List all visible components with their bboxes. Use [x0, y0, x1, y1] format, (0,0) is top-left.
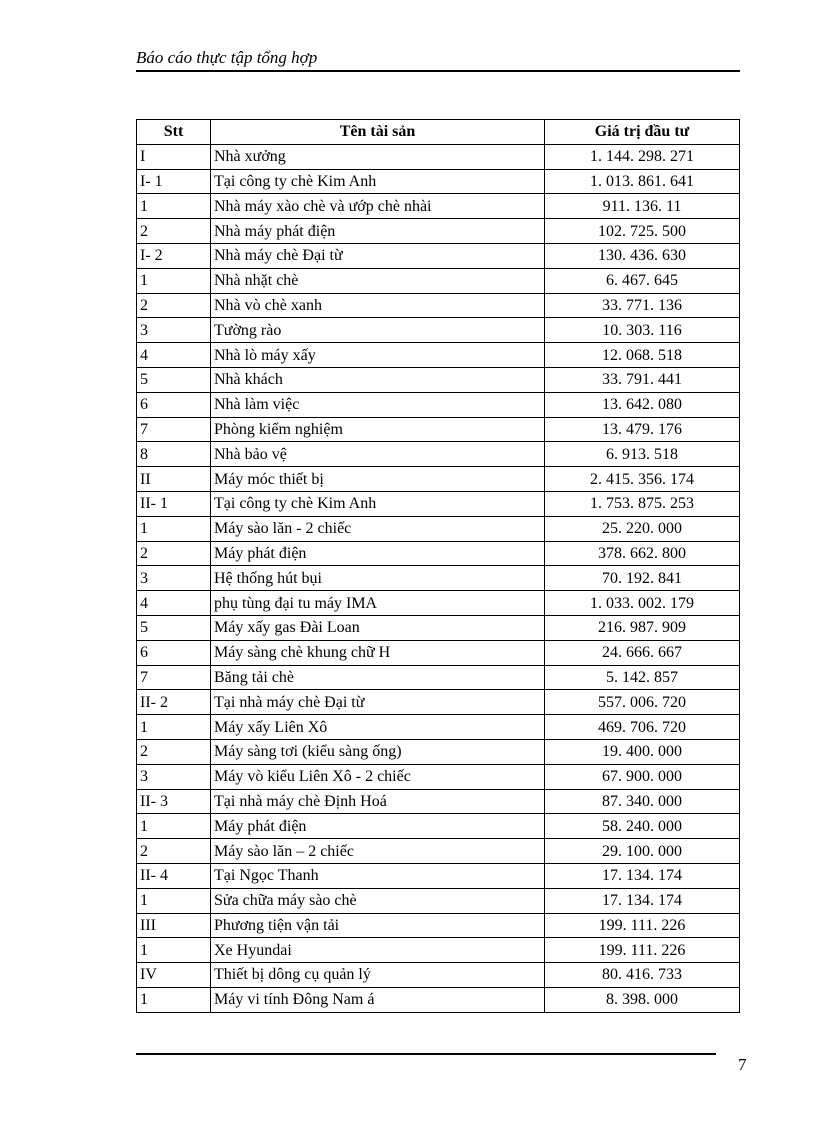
cell-asset-name: Nhà máy phát điện — [211, 219, 545, 244]
cell-investment-value: 1. 013. 861. 641 — [545, 169, 740, 194]
table-body — [137, 144, 740, 1012]
cell-stt: 1 — [137, 715, 211, 740]
cell-investment-value: 29. 100. 000 — [545, 839, 740, 864]
cell-investment-value: 469. 706. 720 — [545, 715, 740, 740]
cell-asset-name: Máy phát điện — [211, 814, 545, 839]
table-row — [137, 491, 740, 516]
table-row — [137, 566, 740, 591]
asset-table — [136, 119, 740, 1013]
cell-stt: 4 — [137, 343, 211, 368]
cell-stt: I — [137, 144, 211, 169]
cell-stt: II- 1 — [137, 491, 211, 516]
page-number: 7 — [738, 1055, 747, 1074]
cell-stt: II — [137, 467, 211, 492]
cell-asset-name: Máy phát điện — [211, 541, 545, 566]
cell-stt: 8 — [137, 442, 211, 467]
cell-investment-value: 80. 416. 733 — [545, 963, 740, 988]
cell-asset-name: Máy sào lăn - 2 chiếc — [211, 516, 545, 541]
cell-asset-name: Máy sàng tơi (kiểu sàng ống) — [211, 739, 545, 764]
cell-investment-value: 13. 642. 080 — [545, 392, 740, 417]
table-row — [137, 715, 740, 740]
cell-investment-value: 378. 662. 800 — [545, 541, 740, 566]
column-header-stt: Stt — [137, 120, 211, 145]
cell-investment-value: 1. 144. 298. 271 — [545, 144, 740, 169]
cell-asset-name: Tại công ty chè Kim Anh — [211, 491, 545, 516]
cell-asset-name: Tại nhà máy chè Định Hoá — [211, 789, 545, 814]
cell-asset-name: Băng tải chè — [211, 665, 545, 690]
table-row — [137, 739, 740, 764]
cell-investment-value: 130. 436. 630 — [545, 243, 740, 268]
table-row — [137, 987, 740, 1012]
cell-asset-name: Nhà lò máy xấy — [211, 343, 545, 368]
table-row — [137, 615, 740, 640]
table-row — [137, 913, 740, 938]
header-rule — [136, 70, 740, 72]
cell-stt: 6 — [137, 640, 211, 665]
cell-asset-name: Máy xấy Liên Xô — [211, 715, 545, 740]
cell-asset-name: Máy sào lăn – 2 chiếc — [211, 839, 545, 864]
cell-stt: I- 1 — [137, 169, 211, 194]
cell-stt: III — [137, 913, 211, 938]
column-header-asset-name: Tên tài sản — [211, 120, 545, 145]
cell-asset-name: Thiết bị dông cụ quản lý — [211, 963, 545, 988]
table-row — [137, 219, 740, 244]
cell-asset-name: Tại Ngọc Thanh — [211, 863, 545, 888]
cell-stt: 1 — [137, 268, 211, 293]
cell-investment-value: 87. 340. 000 — [545, 789, 740, 814]
cell-stt: 1 — [137, 888, 211, 913]
table-row — [137, 194, 740, 219]
cell-stt: 3 — [137, 764, 211, 789]
table-row — [137, 367, 740, 392]
cell-asset-name: Xe Hyundai — [211, 938, 545, 963]
cell-investment-value: 10. 303. 116 — [545, 318, 740, 343]
cell-investment-value: 25. 220. 000 — [545, 516, 740, 541]
table-row — [137, 293, 740, 318]
cell-investment-value: 17. 134. 174 — [545, 863, 740, 888]
cell-asset-name: Nhà khách — [211, 367, 545, 392]
cell-investment-value: 6. 467. 645 — [545, 268, 740, 293]
cell-asset-name: Tại công ty chè Kim Anh — [211, 169, 545, 194]
cell-asset-name: Nhà làm việc — [211, 392, 545, 417]
cell-asset-name: Phòng kiểm nghiệm — [211, 417, 545, 442]
table-row — [137, 963, 740, 988]
cell-investment-value: 102. 725. 500 — [545, 219, 740, 244]
cell-asset-name: Nhà nhặt chè — [211, 268, 545, 293]
cell-investment-value: 557. 006. 720 — [545, 690, 740, 715]
cell-stt: II- 2 — [137, 690, 211, 715]
cell-investment-value: 199. 111. 226 — [545, 938, 740, 963]
cell-investment-value: 67. 900. 000 — [545, 764, 740, 789]
cell-investment-value: 17. 134. 174 — [545, 888, 740, 913]
cell-stt: 1 — [137, 938, 211, 963]
cell-investment-value: 216. 987. 909 — [545, 615, 740, 640]
table-row — [137, 343, 740, 368]
cell-stt: 7 — [137, 665, 211, 690]
table-row — [137, 764, 740, 789]
cell-asset-name: Máy vò kiểu Liên Xô - 2 chiếc — [211, 764, 545, 789]
table-row — [137, 516, 740, 541]
cell-investment-value: 199. 111. 226 — [545, 913, 740, 938]
cell-asset-name: Hệ thống hút bụi — [211, 566, 545, 591]
table-row — [137, 417, 740, 442]
cell-stt: II- 3 — [137, 789, 211, 814]
cell-investment-value: 13. 479. 176 — [545, 417, 740, 442]
cell-investment-value: 8. 398. 000 — [545, 987, 740, 1012]
cell-asset-name: Tường rào — [211, 318, 545, 343]
running-header: Báo cáo thực tập tổng hợp — [136, 48, 318, 67]
cell-investment-value: 5. 142. 857 — [545, 665, 740, 690]
cell-stt: 5 — [137, 615, 211, 640]
table-row — [137, 169, 740, 194]
cell-investment-value: 70. 192. 841 — [545, 566, 740, 591]
cell-stt: 1 — [137, 814, 211, 839]
cell-stt: 7 — [137, 417, 211, 442]
column-header-investment-value: Giá trị đầu tư — [545, 120, 740, 145]
cell-investment-value: 1. 033. 002. 179 — [545, 591, 740, 616]
cell-stt: 2 — [137, 293, 211, 318]
cell-investment-value: 58. 240. 000 — [545, 814, 740, 839]
cell-stt: 1 — [137, 194, 211, 219]
footer-rule — [136, 1053, 716, 1055]
cell-stt: 2 — [137, 219, 211, 244]
table-row — [137, 938, 740, 963]
table-row — [137, 839, 740, 864]
cell-investment-value: 24. 666. 667 — [545, 640, 740, 665]
table-row — [137, 591, 740, 616]
cell-stt: 2 — [137, 839, 211, 864]
table-row — [137, 392, 740, 417]
cell-asset-name: Tại nhà máy chè Đại từ — [211, 690, 545, 715]
cell-investment-value: 6. 913. 518 — [545, 442, 740, 467]
table-row — [137, 144, 740, 169]
cell-investment-value: 19. 400. 000 — [545, 739, 740, 764]
table-row — [137, 863, 740, 888]
cell-investment-value: 33. 791. 441 — [545, 367, 740, 392]
cell-asset-name: Nhà máy chè Đại từ — [211, 243, 545, 268]
table-row — [137, 690, 740, 715]
cell-asset-name: Máy sàng chè khung chữ H — [211, 640, 545, 665]
cell-stt: 5 — [137, 367, 211, 392]
cell-stt: 1 — [137, 987, 211, 1012]
cell-stt: 2 — [137, 541, 211, 566]
cell-asset-name: Nhà máy xào chè và ướp chè nhài — [211, 194, 545, 219]
cell-asset-name: Nhà xưởng — [211, 144, 545, 169]
table-row — [137, 442, 740, 467]
cell-asset-name: Nhà bảo vệ — [211, 442, 545, 467]
cell-stt: 3 — [137, 318, 211, 343]
cell-investment-value: 2. 415. 356. 174 — [545, 467, 740, 492]
table-row — [137, 814, 740, 839]
cell-asset-name: phụ tùng đại tu máy IMA — [211, 591, 545, 616]
cell-investment-value: 12. 068. 518 — [545, 343, 740, 368]
cell-asset-name: Máy vi tính Đông Nam á — [211, 987, 545, 1012]
table-row — [137, 243, 740, 268]
cell-stt: 2 — [137, 739, 211, 764]
table-row — [137, 541, 740, 566]
cell-asset-name: Sửa chữa máy sào chè — [211, 888, 545, 913]
cell-investment-value: 33. 771. 136 — [545, 293, 740, 318]
table-header-row — [137, 120, 740, 145]
table-row — [137, 789, 740, 814]
cell-stt: II- 4 — [137, 863, 211, 888]
cell-stt: 1 — [137, 516, 211, 541]
table-row — [137, 318, 740, 343]
table-row — [137, 640, 740, 665]
cell-asset-name: Máy móc thiết bị — [211, 467, 545, 492]
table-row — [137, 268, 740, 293]
cell-stt: 4 — [137, 591, 211, 616]
cell-asset-name: Nhà vò chè xanh — [211, 293, 545, 318]
cell-investment-value: 911. 136. 11 — [545, 194, 740, 219]
cell-stt: 3 — [137, 566, 211, 591]
table-row — [137, 665, 740, 690]
cell-stt: 6 — [137, 392, 211, 417]
cell-stt: I- 2 — [137, 243, 211, 268]
cell-investment-value: 1. 753. 875. 253 — [545, 491, 740, 516]
cell-asset-name: Máy xấy gas Đài Loan — [211, 615, 545, 640]
cell-stt: IV — [137, 963, 211, 988]
cell-asset-name: Phương tiện vận tải — [211, 913, 545, 938]
table-row — [137, 467, 740, 492]
table-row — [137, 888, 740, 913]
